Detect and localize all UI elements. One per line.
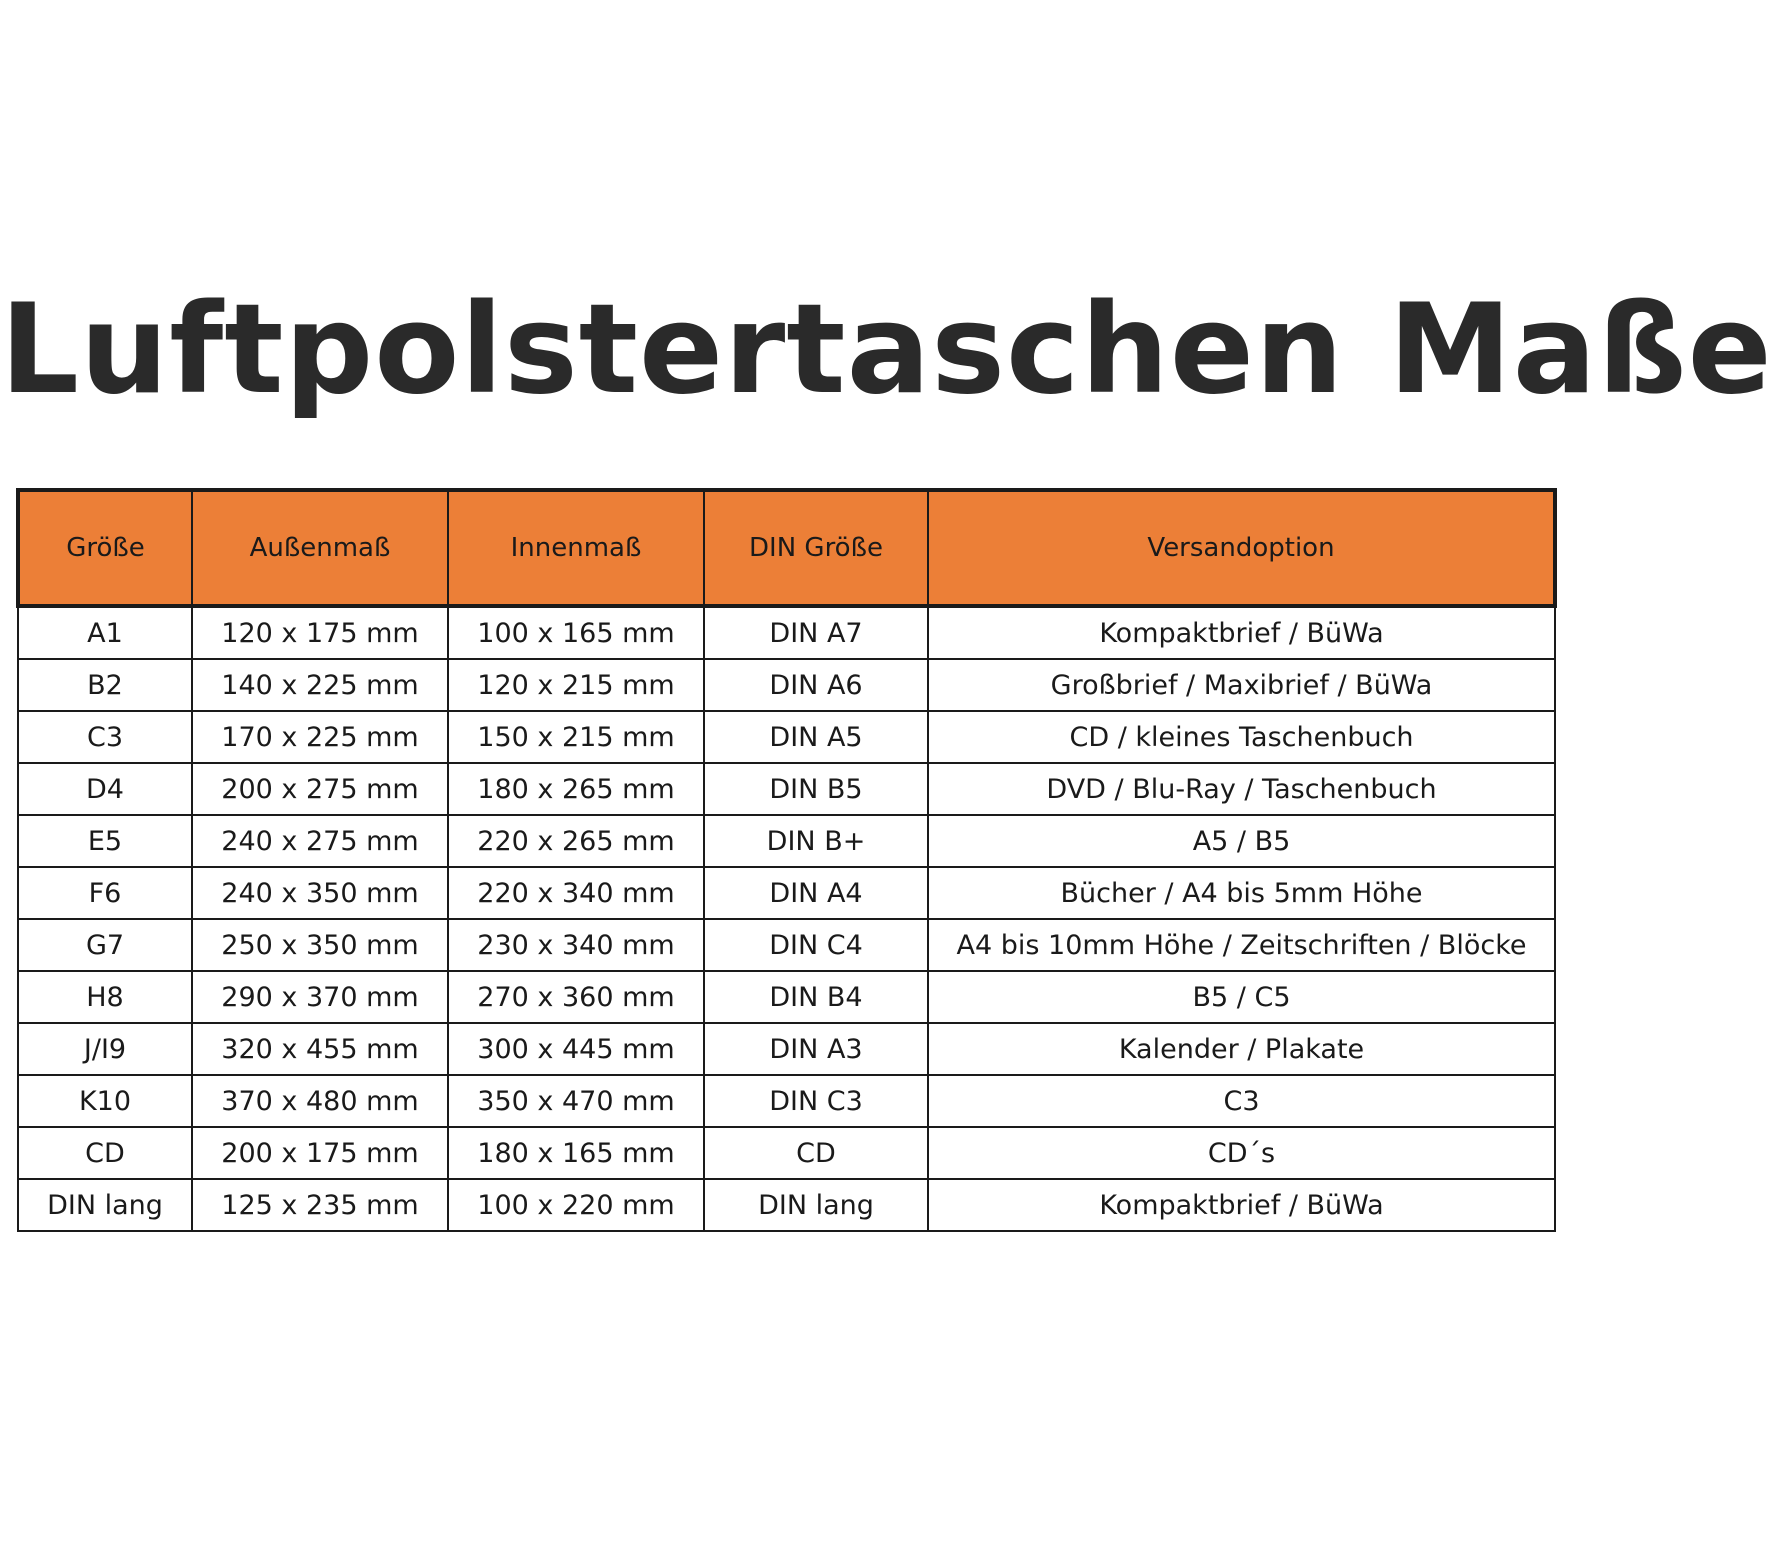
header-innenmass: Innenmaß bbox=[448, 490, 704, 606]
cell-innenmass: 180 x 165 mm bbox=[448, 1127, 704, 1179]
cell-innenmass: 100 x 220 mm bbox=[448, 1179, 704, 1231]
cell-innenmass: 220 x 265 mm bbox=[448, 815, 704, 867]
cell-innenmass: 120 x 215 mm bbox=[448, 659, 704, 711]
cell-aussenmass: 250 x 350 mm bbox=[192, 919, 448, 971]
table-row bbox=[18, 1023, 1555, 1075]
cell-groesse: B2 bbox=[18, 659, 192, 711]
cell-din-groesse: DIN A7 bbox=[704, 606, 928, 659]
cell-innenmass: 100 x 165 mm bbox=[448, 606, 704, 659]
cell-versandoption: DVD / Blu-Ray / Taschenbuch bbox=[928, 763, 1555, 815]
table-row bbox=[18, 971, 1555, 1023]
cell-versandoption: Bücher / A4 bis 5mm Höhe bbox=[928, 867, 1555, 919]
table-body bbox=[18, 606, 1555, 1231]
table-row bbox=[18, 867, 1555, 919]
cell-aussenmass: 125 x 235 mm bbox=[192, 1179, 448, 1231]
cell-innenmass: 300 x 445 mm bbox=[448, 1023, 704, 1075]
cell-din-groesse: DIN C3 bbox=[704, 1075, 928, 1127]
table-row bbox=[18, 919, 1555, 971]
cell-groesse: A1 bbox=[18, 606, 192, 659]
cell-groesse: G7 bbox=[18, 919, 192, 971]
cell-groesse: CD bbox=[18, 1127, 192, 1179]
cell-din-groesse: DIN B+ bbox=[704, 815, 928, 867]
header-row bbox=[18, 490, 1555, 606]
cell-groesse: K10 bbox=[18, 1075, 192, 1127]
table-header bbox=[18, 490, 1555, 606]
cell-versandoption: B5 / C5 bbox=[928, 971, 1555, 1023]
cell-groesse: E5 bbox=[18, 815, 192, 867]
cell-innenmass: 350 x 470 mm bbox=[448, 1075, 704, 1127]
table-row bbox=[18, 659, 1555, 711]
cell-din-groesse: DIN C4 bbox=[704, 919, 928, 971]
table-row bbox=[18, 606, 1555, 659]
cell-din-groesse: DIN B5 bbox=[704, 763, 928, 815]
cell-din-groesse: DIN lang bbox=[704, 1179, 928, 1231]
cell-din-groesse: CD bbox=[704, 1127, 928, 1179]
cell-versandoption: CD´s bbox=[928, 1127, 1555, 1179]
cell-aussenmass: 170 x 225 mm bbox=[192, 711, 448, 763]
cell-innenmass: 150 x 215 mm bbox=[448, 711, 704, 763]
cell-innenmass: 220 x 340 mm bbox=[448, 867, 704, 919]
table-row bbox=[18, 763, 1555, 815]
cell-groesse: C3 bbox=[18, 711, 192, 763]
cell-aussenmass: 120 x 175 mm bbox=[192, 606, 448, 659]
cell-versandoption: CD / kleines Taschenbuch bbox=[928, 711, 1555, 763]
cell-aussenmass: 240 x 350 mm bbox=[192, 867, 448, 919]
cell-aussenmass: 140 x 225 mm bbox=[192, 659, 448, 711]
cell-versandoption: C3 bbox=[928, 1075, 1555, 1127]
cell-groesse: D4 bbox=[18, 763, 192, 815]
cell-aussenmass: 240 x 275 mm bbox=[192, 815, 448, 867]
cell-din-groesse: DIN A5 bbox=[704, 711, 928, 763]
cell-innenmass: 180 x 265 mm bbox=[448, 763, 704, 815]
cell-aussenmass: 290 x 370 mm bbox=[192, 971, 448, 1023]
cell-aussenmass: 200 x 175 mm bbox=[192, 1127, 448, 1179]
cell-groesse: H8 bbox=[18, 971, 192, 1023]
header-din-groesse: DIN Größe bbox=[704, 490, 928, 606]
cell-din-groesse: DIN A4 bbox=[704, 867, 928, 919]
table-row bbox=[18, 815, 1555, 867]
cell-versandoption: A4 bis 10mm Höhe / Zeitschriften / Blöcke bbox=[928, 919, 1555, 971]
size-table bbox=[16, 488, 1557, 1232]
table-row bbox=[18, 1127, 1555, 1179]
cell-versandoption: Kompaktbrief / BüWa bbox=[928, 1179, 1555, 1231]
cell-groesse: F6 bbox=[18, 867, 192, 919]
cell-versandoption: Großbrief / Maxibrief / BüWa bbox=[928, 659, 1555, 711]
header-groesse: Größe bbox=[18, 490, 192, 606]
cell-aussenmass: 320 x 455 mm bbox=[192, 1023, 448, 1075]
cell-groesse: DIN lang bbox=[18, 1179, 192, 1231]
cell-versandoption: A5 / B5 bbox=[928, 815, 1555, 867]
cell-din-groesse: DIN A6 bbox=[704, 659, 928, 711]
page-title: Luftpolstertaschen Maße bbox=[0, 278, 1773, 422]
cell-din-groesse: DIN A3 bbox=[704, 1023, 928, 1075]
cell-groesse: J/I9 bbox=[18, 1023, 192, 1075]
cell-din-groesse: DIN B4 bbox=[704, 971, 928, 1023]
header-versandoption: Versandoption bbox=[928, 490, 1555, 606]
cell-versandoption: Kalender / Plakate bbox=[928, 1023, 1555, 1075]
cell-aussenmass: 200 x 275 mm bbox=[192, 763, 448, 815]
header-aussenmass: Außenmaß bbox=[192, 490, 448, 606]
table-row bbox=[18, 1075, 1555, 1127]
cell-innenmass: 230 x 340 mm bbox=[448, 919, 704, 971]
table-row bbox=[18, 1179, 1555, 1231]
cell-aussenmass: 370 x 480 mm bbox=[192, 1075, 448, 1127]
table-row bbox=[18, 711, 1555, 763]
cell-innenmass: 270 x 360 mm bbox=[448, 971, 704, 1023]
cell-versandoption: Kompaktbrief / BüWa bbox=[928, 606, 1555, 659]
